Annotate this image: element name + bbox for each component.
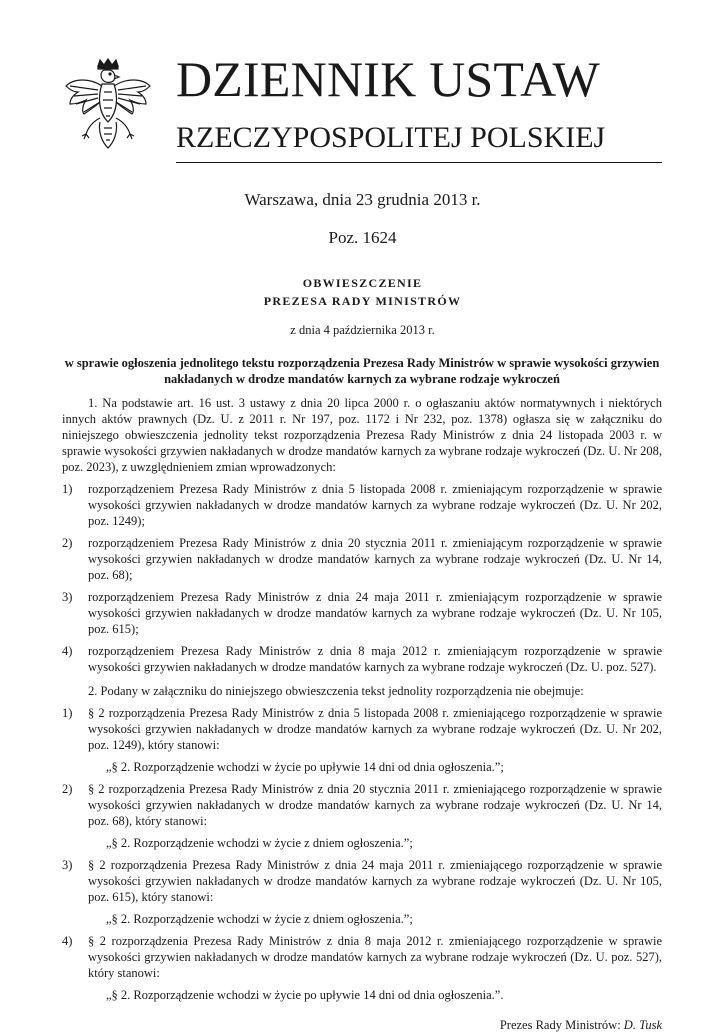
list-item-number: 4): [62, 934, 73, 948]
masthead-title: DZIENNIK USTAW: [176, 51, 600, 107]
list-item-text: § 2 rozporządzenia Prezesa Rady Ministrów z dnia 20 stycznia 2011 r. zmieniającego rozporządzenie w sprawie wysokości grzywien nakładanych w drodze mandatów karnych za wybrane rodzaje wykroczeń (Dz. U. Nr 14, poz. 68), który stanowi:: [88, 782, 662, 828]
signature-role: Prezes Rady Ministrów:: [499, 1018, 621, 1032]
list-item-text: rozporządzeniem Prezesa Rady Ministrów z dnia 20 stycznia 2011 r. zmieniającym rozporządzenie w sprawie wysokości grzywien nakładanych w drodze mandatów karnych za wybrane rodzaje wykroczeń (Dz. U. Nr 14, poz. 68);: [88, 536, 662, 582]
list-item: [62, 933, 662, 981]
section-1-intro: 1. Na podstawie art. 16 ust. 3 ustawy z dnia 20 lipca 2000 r. o ogłaszaniu aktów normatywnych i niektórych innych aktów prawnych (Dz. U. z 2011 r. Nr 197, poz. 1172 i Nr 232, poz. 1378) ogłasza się w załączniku do niniejszego obwieszczenia jednolity tekst rozporządzenia Prezesa Rady Ministrów z dnia 24 listopada 2003 r. w sprawie wysokości grzywien nakładanych w drodze mandatów karnych za wybrane rodzaje wykroczeń (Dz. U. Nr 208, poz. 2023), z uwzględnieniem zmian wprowadzonych:: [62, 396, 662, 474]
list-item-number: 4): [62, 644, 73, 658]
list-item-number: 3): [62, 590, 73, 604]
signature: [62, 1017, 662, 1033]
eagle-icon: [60, 56, 156, 160]
list-item-number: 1): [62, 706, 73, 720]
list-item-text: rozporządzeniem Prezesa Rady Ministrów z dnia 5 listopada 2008 r. zmieniającym rozporządzenie w sprawie wysokości grzywien nakładanych w drodze mandatów karnych za wybrane rodzaje wykroczeń (Dz. U. Nr 202, poz. 1249);: [88, 482, 662, 528]
document-date: z dnia 4 października 2013 r.: [290, 323, 435, 337]
list-item: [62, 857, 662, 905]
list-item-text: rozporządzeniem Prezesa Rady Ministrów z dnia 8 maja 2012 r. zmieniającym rozporządzenie w sprawie wysokości grzywien nakładanych w drodze mandatów karnych za wybrane rodzaje wykroczeń (Dz. U. poz. 527).: [88, 644, 662, 674]
list-item-number: 3): [62, 858, 73, 872]
list-item: [62, 643, 662, 675]
list-item-number: 2): [62, 536, 73, 550]
masthead-subtitle: RZECZYPOSPOLITEJ POLSKIEJ: [176, 121, 606, 154]
list-item: [62, 781, 662, 829]
quoted-provision: „§ 2. Rozporządzenie wchodzi w życie z dniem ogłoszenia.”;: [106, 836, 413, 850]
list-item: [62, 705, 662, 753]
list-item-text: § 2 rozporządzenia Prezesa Rady Ministrów z dnia 24 maja 2011 r. zmieniającego rozporządzenie w sprawie wysokości grzywien nakładanych w drodze mandatów karnych za wybrane rodzaje wykroczeń (Dz. U. Nr 105, poz. 615), który stanowi:: [88, 858, 662, 904]
list-item: [62, 589, 662, 637]
document-body: [62, 395, 662, 1033]
quoted-provision: „§ 2. Rozporządzenie wchodzi w życie po upływie 14 dni od dnia ogłoszenia.”;: [106, 760, 504, 774]
list-item: [62, 481, 662, 529]
list-item-text: rozporządzeniem Prezesa Rady Ministrów z dnia 24 maja 2011 r. zmieniającym rozporządzenie w sprawie wysokości grzywien nakładanych w drodze mandatów karnych za wybrane rodzaje wykroczeń (Dz. U. Nr 105, poz. 615);: [88, 590, 662, 636]
document-type: OBWIESZCZENIE: [302, 276, 423, 290]
list-item-number: 1): [62, 482, 73, 496]
quoted-provision: „§ 2. Rozporządzenie wchodzi w życie z dniem ogłoszenia.”;: [106, 912, 413, 926]
dateline: Warszawa, dnia 23 grudnia 2013 r.: [244, 190, 481, 209]
polish-eagle-emblem: [60, 56, 156, 160]
document-subject: w sprawie ogłoszenia jednolitego tekstu rozporządzenia Prezesa Rady Ministrów w sprawie wysokości grzywien nakładanych w drodze mandatów karnych za wybrane rodzaje wykroczeń: [64, 356, 660, 386]
list-item-number: 2): [62, 782, 73, 796]
list-item: [62, 535, 662, 583]
masthead-divider: [176, 162, 662, 163]
section-2-intro: 2. Podany w załączniku do niniejszego obwieszczenia tekst jednolity rozporządzenia nie obejmuje:: [88, 684, 584, 698]
signature-name: D. Tusk: [623, 1018, 662, 1032]
quoted-provision: „§ 2. Rozporządzenie wchodzi w życie po upływie 14 dni od dnia ogłoszenia.”.: [106, 988, 504, 1002]
list-item-text: § 2 rozporządzenia Prezesa Rady Ministrów z dnia 5 listopada 2008 r. zmieniającego rozporządzenie w sprawie wysokości grzywien nakładanych w drodze mandatów karnych za wybrane rodzaje wykroczeń (Dz. U. Nr 202, poz. 1249), który stanowi:: [88, 706, 662, 752]
position-number: Poz. 1624: [328, 228, 397, 247]
list-item-text: § 2 rozporządzenia Prezesa Rady Ministrów z dnia 8 maja 2012 r. zmieniającego rozporządzenie w sprawie wysokości grzywien nakładanych w drodze mandatów karnych za wybrane rodzaje wykroczeń (Dz. U. poz. 527), który stanowi:: [88, 934, 662, 980]
document-issuer: PREZESA RADY MINISTRÓW: [263, 294, 462, 308]
